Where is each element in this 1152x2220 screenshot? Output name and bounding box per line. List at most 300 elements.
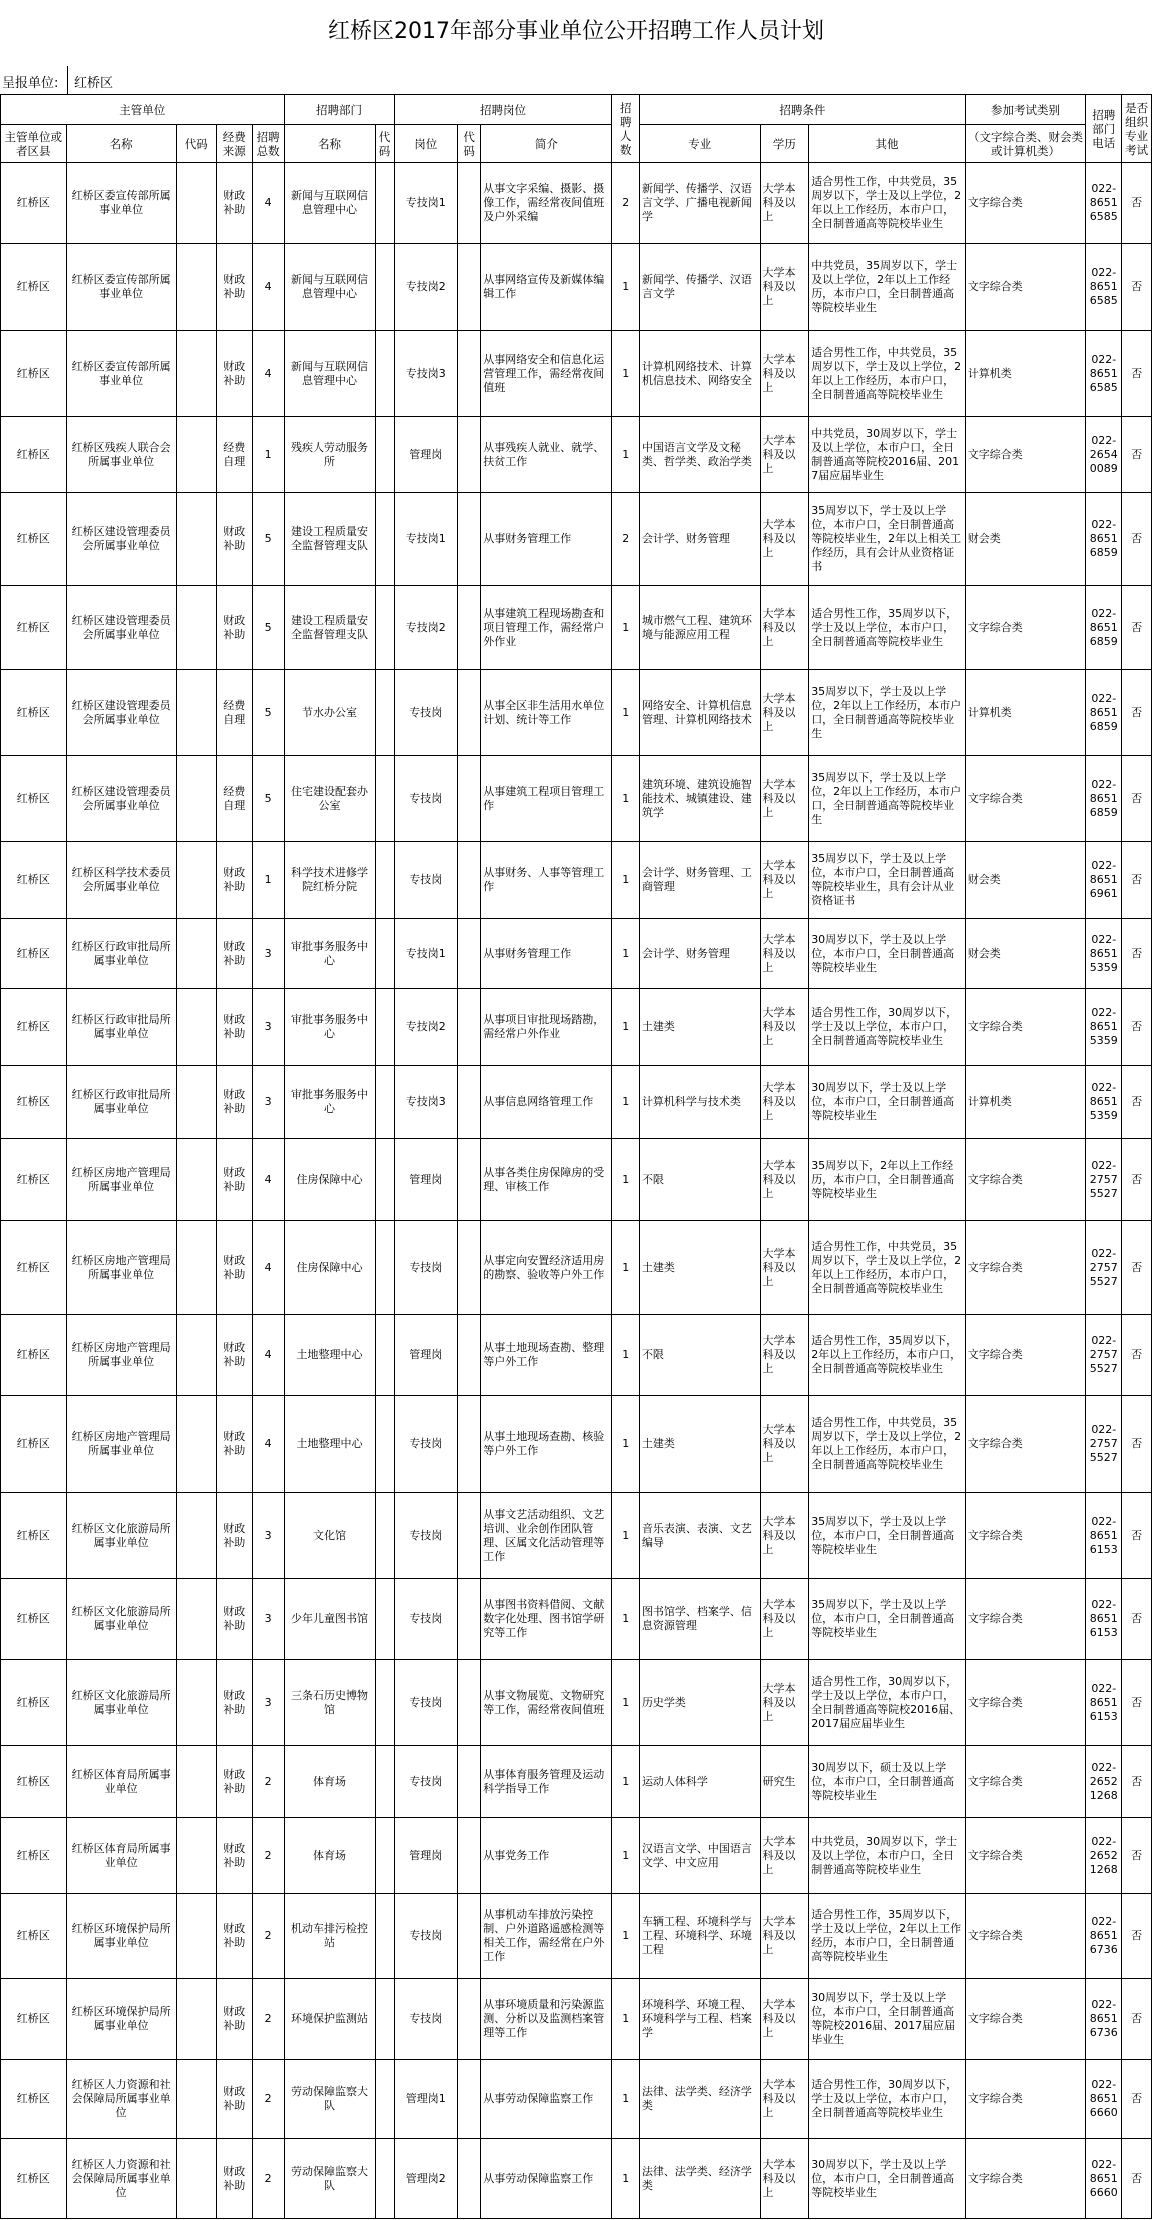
total-count-cell: 4 [252,244,284,331]
phone-cell: 022-86515359 [1086,1066,1122,1139]
unit-name-cell: 红桥区环境保护局所属事业单位 [66,1979,176,2060]
other-req-cell: 适合男性工作，35周岁以下，学士及以上学位，本市户口，全日制普通高等院校毕业生 [809,586,966,670]
post-desc-cell: 从事残疾人就业、就学、扶贫工作 [481,417,612,493]
unit-code-cell [176,331,216,417]
dept-name-cell: 劳动保障监察大队 [284,2060,375,2139]
unit-code-cell [176,989,216,1066]
post-name-cell: 专技岗 [394,1396,457,1493]
total-count-cell: 4 [252,1315,284,1396]
post-desc-cell: 从事财务管理工作 [481,493,612,586]
district-cell: 红桥区 [1,493,67,586]
fund-source-cell: 财政补助 [216,1818,252,1894]
unit-name-cell: 红桥区科学技术委员会所属事业单位 [66,842,176,919]
post-code-cell [458,1818,481,1894]
hire-count-cell: 2 [612,163,640,244]
hire-count-cell: 1 [612,1139,640,1221]
dept-code-cell [375,1221,394,1315]
total-count-cell: 4 [252,163,284,244]
exam-category-cell: 计算机类 [965,331,1086,417]
table-row [1,163,1152,244]
post-code-cell [458,842,481,919]
other-req-cell: 适合男性工作，中共党员，35周岁以下，学士及以上学位，2年以上工作经历，本市户口，全日制普通高等院校毕业生 [809,331,966,417]
dept-name-cell: 新闻与互联网信息管理中心 [284,331,375,417]
table-row [1,1066,1152,1139]
district-cell: 红桥区 [1,2139,67,2219]
education-cell: 大学本科及以上 [760,919,809,989]
major-cell: 土建类 [639,989,760,1066]
unit-name-cell: 红桥区委宣传部所属事业单位 [66,244,176,331]
unit-name-cell: 红桥区人力资源和社会保障局所属事业单位 [66,2139,176,2219]
post-desc-cell: 从事图书资料借阅、文献数字化处理、图书馆学研究等工作 [481,1579,612,1660]
exam-category-cell: 文字综合类 [965,1493,1086,1579]
fund-source-cell: 财政补助 [216,1746,252,1818]
total-count-cell: 5 [252,493,284,586]
education-cell: 大学本科及以上 [760,493,809,586]
fund-source-cell: 财政补助 [216,1066,252,1139]
dept-code-cell [375,2060,394,2139]
dept-code-cell [375,842,394,919]
fund-source-cell: 财政补助 [216,1660,252,1746]
other-req-cell: 30周岁以下，硕士及以上学位，本市户口，全日制普通高等院校毕业生 [809,1746,966,1818]
reporting-unit-bar [0,66,1152,94]
dept-code-cell [375,1818,394,1894]
org-exam-cell: 否 [1122,919,1152,989]
header-org-exam: 是否组织专业考试 [1122,95,1152,163]
divider [67,66,68,94]
hire-count-cell: 1 [612,919,640,989]
header-total: 招聘总数 [252,125,284,163]
post-name-cell: 专技岗 [394,842,457,919]
dept-name-cell: 审批事务服务中心 [284,919,375,989]
fund-source-cell: 财政补助 [216,1396,252,1493]
dept-code-cell [375,417,394,493]
exam-category-cell: 文字综合类 [965,163,1086,244]
unit-code-cell [176,1139,216,1221]
unit-code-cell [176,417,216,493]
other-req-cell: 适合男性工作，30周岁以下，学士及以上学位，本市户口，全日制普通高等院校毕业生 [809,989,966,1066]
unit-name-cell: 红桥区房地产管理局所属事业单位 [66,1221,176,1315]
dept-code-cell [375,331,394,417]
dept-name-cell: 土地整理中心 [284,1315,375,1396]
header-post-code: 代码 [458,125,481,163]
unit-code-cell [176,2060,216,2139]
table-row [1,331,1152,417]
major-cell: 会计学、财务管理、工商管理 [639,842,760,919]
phone-cell: 022-27575527 [1086,1396,1122,1493]
district-cell: 红桥区 [1,1818,67,1894]
post-name-cell: 管理岗 [394,1315,457,1396]
table-row [1,1139,1152,1221]
post-desc-cell: 从事定向安置经济适用房的勘察、验收等户外工作 [481,1221,612,1315]
total-count-cell: 4 [252,331,284,417]
header-name: 名称 [66,125,176,163]
dept-code-cell [375,586,394,670]
education-cell: 大学本科及以上 [760,1579,809,1660]
exam-category-cell: 文字综合类 [965,1818,1086,1894]
fund-source-cell: 财政补助 [216,586,252,670]
district-cell: 红桥区 [1,1894,67,1979]
org-exam-cell: 否 [1122,417,1152,493]
fund-source-cell: 经费自理 [216,670,252,756]
other-req-cell: 35周岁以下，学士及以上学位，本市户口，全日制普通高等院校毕业生，具有会计从业资格证书 [809,842,966,919]
post-name-cell: 管理岗1 [394,2060,457,2139]
table-row [1,1746,1152,1818]
other-req-cell: 适合男性工作，30周岁以下，学士及以上学位，本市户口，全日制普通高等院校毕业生 [809,2060,966,2139]
header-dept-name: 名称 [284,125,375,163]
hire-count-cell: 1 [612,417,640,493]
unit-code-cell [176,1221,216,1315]
unit-name-cell: 红桥区房地产管理局所属事业单位 [66,1396,176,1493]
hire-count-cell: 1 [612,1221,640,1315]
phone-cell: 022-26521268 [1086,1818,1122,1894]
post-desc-cell: 从事机动车排放污染控制、户外道路遥感检测等相关工作，需经常在户外工作 [481,1894,612,1979]
fund-source-cell: 财政补助 [216,1979,252,2060]
total-count-cell: 3 [252,989,284,1066]
org-exam-cell: 否 [1122,331,1152,417]
dept-name-cell: 节水办公室 [284,670,375,756]
hire-count-cell: 1 [612,989,640,1066]
hire-count-cell: 1 [612,1746,640,1818]
education-cell: 大学本科及以上 [760,842,809,919]
table-body [1,163,1152,2219]
post-code-cell [458,1066,481,1139]
table-row [1,493,1152,586]
education-cell: 大学本科及以上 [760,670,809,756]
phone-cell: 022-86516736 [1086,1894,1122,1979]
education-cell: 大学本科及以上 [760,1221,809,1315]
phone-cell: 022-86516736 [1086,1979,1122,2060]
unit-code-cell [176,493,216,586]
post-name-cell: 管理岗 [394,1818,457,1894]
phone-cell: 022-27575527 [1086,1315,1122,1396]
education-cell: 大学本科及以上 [760,1315,809,1396]
exam-category-cell: 文字综合类 [965,1579,1086,1660]
other-req-cell: 35周岁以下，学士及以上学位，2年以上工作经历，本市户口，全日制普通高等院校毕业生 [809,670,966,756]
education-cell: 大学本科及以上 [760,756,809,842]
total-count-cell: 2 [252,1979,284,2060]
table-row [1,1979,1152,2060]
other-req-cell: 中共党员，35周岁以下，学士及以上学位，2年以上工作经历，本市户口，全日制普通高等院校毕业生 [809,244,966,331]
major-cell: 汉语言文学、中国语言文学、中文应用 [639,1818,760,1894]
education-cell: 大学本科及以上 [760,2139,809,2219]
major-cell: 环境科学、环境工程、环境科学与工程、档案学 [639,1979,760,2060]
post-code-cell [458,163,481,244]
other-req-cell: 适合男性工作，30周岁以下，学士及以上学位，本市户口，全日制普通高等院校2016届、2017届应届毕业生 [809,1660,966,1746]
total-count-cell: 5 [252,756,284,842]
table-row [1,586,1152,670]
other-req-cell: 35周岁以下，学士及以上学位，本市户口，全日制普通高等院校毕业生 [809,1579,966,1660]
post-code-cell [458,586,481,670]
post-desc-cell: 从事各类住房保障房的受理、审核工作 [481,1139,612,1221]
unit-name-cell: 红桥区委宣传部所属事业单位 [66,331,176,417]
total-count-cell: 3 [252,1493,284,1579]
other-req-cell: 适合男性工作，中共党员，35周岁以下，学士及以上学位，2年以上工作经历，本市户口，全日制普通高等院校毕业生 [809,1221,966,1315]
table-row [1,756,1152,842]
dept-code-cell [375,670,394,756]
unit-name-cell: 红桥区文化旅游局所属事业单位 [66,1660,176,1746]
major-cell: 建筑环境、建筑设施智能技术、城镇建设、建筑学 [639,756,760,842]
hire-count-cell: 1 [612,2139,640,2219]
header-exam: 参加考试类别 [965,95,1086,125]
dept-name-cell: 体育场 [284,1746,375,1818]
major-cell: 计算机网络技术、计算机信息技术、网络安全 [639,331,760,417]
education-cell: 大学本科及以上 [760,586,809,670]
hire-count-cell: 1 [612,1396,640,1493]
post-name-cell: 管理岗 [394,417,457,493]
org-exam-cell: 否 [1122,842,1152,919]
post-desc-cell: 从事环境质量和污染源监测、分析以及监测档案管理等工作 [481,1979,612,2060]
post-name-cell: 专技岗 [394,1579,457,1660]
post-desc-cell: 从事党务工作 [481,1818,612,1894]
org-exam-cell: 否 [1122,493,1152,586]
exam-category-cell: 计算机类 [965,1066,1086,1139]
education-cell: 大学本科及以上 [760,1818,809,1894]
org-exam-cell: 否 [1122,670,1152,756]
unit-name-cell: 红桥区人力资源和社会保障局所属事业单位 [66,2060,176,2139]
unit-code-cell [176,2139,216,2219]
dept-name-cell: 少年儿童图书馆 [284,1579,375,1660]
dept-name-cell: 住房保障中心 [284,1221,375,1315]
exam-category-cell: 文字综合类 [965,756,1086,842]
table-row [1,417,1152,493]
district-cell: 红桥区 [1,1493,67,1579]
other-req-cell: 35周岁以下，学士及以上学位，本市户口，全日制普通高等院校毕业生，2年以上相关工作经历，具有会计从业资格证书 [809,493,966,586]
total-count-cell: 3 [252,1579,284,1660]
major-cell: 土建类 [639,1221,760,1315]
dept-name-cell: 新闻与互联网信息管理中心 [284,163,375,244]
unit-name-cell: 红桥区文化旅游局所属事业单位 [66,1493,176,1579]
header-edu: 学历 [760,125,809,163]
org-exam-cell: 否 [1122,586,1152,670]
fund-source-cell: 经费自理 [216,756,252,842]
fund-source-cell: 经费自理 [216,417,252,493]
education-cell: 大学本科及以上 [760,331,809,417]
other-req-cell: 30周岁以下，学士及以上学位，本市户口，全日制普通高等院校2016届、2017届应届毕业生 [809,1979,966,2060]
phone-cell: 022-86516859 [1086,586,1122,670]
post-name-cell: 专技岗1 [394,493,457,586]
table-row [1,919,1152,989]
fund-source-cell: 财政补助 [216,163,252,244]
post-code-cell [458,1396,481,1493]
org-exam-cell: 否 [1122,989,1152,1066]
unit-name-cell: 红桥区建设管理委员会所属事业单位 [66,586,176,670]
recruitment-table [0,94,1152,2219]
phone-cell: 022-86515359 [1086,989,1122,1066]
education-cell: 大学本科及以上 [760,1139,809,1221]
major-cell: 网络安全、计算机信息管理、计算机网络技术 [639,670,760,756]
post-code-cell [458,756,481,842]
post-name-cell: 专技岗 [394,1894,457,1979]
phone-cell: 022-86516153 [1086,1660,1122,1746]
hire-count-cell: 1 [612,1894,640,1979]
unit-name-cell: 红桥区体育局所属事业单位 [66,1818,176,1894]
unit-name-cell: 红桥区行政审批局所属事业单位 [66,1066,176,1139]
total-count-cell: 5 [252,586,284,670]
major-cell: 法律、法学类、经济学类 [639,2139,760,2219]
post-name-cell: 专技岗2 [394,586,457,670]
unit-code-cell [176,1746,216,1818]
total-count-cell: 1 [252,417,284,493]
post-desc-cell: 从事项目审批现场踏勘，需经常户外作业 [481,989,612,1066]
total-count-cell: 4 [252,1396,284,1493]
post-name-cell: 专技岗2 [394,989,457,1066]
hire-count-cell: 1 [612,1660,640,1746]
unit-code-cell [176,1066,216,1139]
unit-code-cell [176,1579,216,1660]
unit-code-cell [176,919,216,989]
post-desc-cell: 从事财务、人事等管理工作 [481,842,612,919]
fund-source-cell: 财政补助 [216,1493,252,1579]
post-desc-cell: 从事建筑工程现场勘查和项目管理工作，需经常户外作业 [481,586,612,670]
org-exam-cell: 否 [1122,1894,1152,1979]
district-cell: 红桥区 [1,1746,67,1818]
post-name-cell: 专技岗 [394,1746,457,1818]
dept-name-cell: 住宅建设配套办公室 [284,756,375,842]
hire-count-cell: 1 [612,1579,640,1660]
fund-source-cell: 财政补助 [216,1579,252,1660]
post-desc-cell: 从事土地现场查勘、整理等户外工作 [481,1315,612,1396]
org-exam-cell: 否 [1122,756,1152,842]
major-cell: 车辆工程、环境科学与工程、环境科学、环境工程 [639,1894,760,1979]
district-cell: 红桥区 [1,2060,67,2139]
phone-cell: 022-86515359 [1086,919,1122,989]
header-other: 其他 [809,125,966,163]
education-cell: 大学本科及以上 [760,417,809,493]
major-cell: 新闻学、传播学、汉语言文学 [639,244,760,331]
unit-code-cell [176,163,216,244]
post-desc-cell: 从事财务管理工作 [481,919,612,989]
dept-code-cell [375,1746,394,1818]
total-count-cell: 1 [252,842,284,919]
exam-category-cell: 文字综合类 [965,1660,1086,1746]
hire-count-cell: 1 [612,1493,640,1579]
unit-name-cell: 红桥区房地产管理局所属事业单位 [66,1315,176,1396]
org-exam-cell: 否 [1122,163,1152,244]
hire-count-cell: 1 [612,2060,640,2139]
header-exam-note: （文字综合类、财会类或计算机类） [965,125,1086,163]
dept-code-cell [375,1315,394,1396]
post-desc-cell: 从事文字采编、摄影、摄像工作，需经常夜间值班及户外采编 [481,163,612,244]
education-cell: 大学本科及以上 [760,163,809,244]
dept-name-cell: 住房保障中心 [284,1139,375,1221]
other-req-cell: 30周岁以下，学士及以上学位，本市户口，全日制普通高等院校毕业生 [809,1066,966,1139]
phone-cell: 022-86516153 [1086,1579,1122,1660]
dept-code-cell [375,1139,394,1221]
major-cell: 土建类 [639,1396,760,1493]
education-cell: 大学本科及以上 [760,244,809,331]
header-row-1 [1,95,1152,125]
major-cell: 法律、法学类、经济学类 [639,2060,760,2139]
fund-source-cell: 财政补助 [216,2139,252,2219]
post-desc-cell: 从事文艺活动组织、文艺培训、业余创作团队管理、区属文化活动管理等工作 [481,1493,612,1579]
education-cell: 大学本科及以上 [760,1660,809,1746]
hire-count-cell: 1 [612,1818,640,1894]
unit-code-cell [176,1979,216,2060]
district-cell: 红桥区 [1,842,67,919]
hire-count-cell: 1 [612,842,640,919]
post-name-cell: 专技岗 [394,1660,457,1746]
dept-name-cell: 审批事务服务中心 [284,989,375,1066]
exam-category-cell: 文字综合类 [965,1396,1086,1493]
dept-name-cell: 环境保护监测站 [284,1979,375,2060]
education-cell: 大学本科及以上 [760,1396,809,1493]
major-cell: 不限 [639,1139,760,1221]
header-phone: 招聘部门电话 [1086,95,1122,163]
district-cell: 红桥区 [1,1066,67,1139]
district-cell: 红桥区 [1,1579,67,1660]
table-row [1,1894,1152,1979]
fund-source-cell: 财政补助 [216,919,252,989]
unit-code-cell [176,1660,216,1746]
dept-code-cell [375,1066,394,1139]
district-cell: 红桥区 [1,1315,67,1396]
dept-name-cell: 建设工程质量安全监督管理支队 [284,586,375,670]
dept-name-cell: 劳动保障监察大队 [284,2139,375,2219]
reporting-unit-label: 呈报单位: [2,76,59,91]
education-cell: 大学本科及以上 [760,1894,809,1979]
phone-cell: 022-86516859 [1086,756,1122,842]
header-dept-code: 代码 [375,125,394,163]
district-cell: 红桥区 [1,586,67,670]
fund-source-cell: 财政补助 [216,1894,252,1979]
phone-cell: 022-86516859 [1086,670,1122,756]
hire-count-cell: 1 [612,1979,640,2060]
org-exam-cell: 否 [1122,2139,1152,2219]
exam-category-cell: 财会类 [965,842,1086,919]
education-cell: 大学本科及以上 [760,2060,809,2139]
district-cell: 红桥区 [1,1979,67,2060]
table-row [1,1315,1152,1396]
fund-source-cell: 财政补助 [216,842,252,919]
table-row [1,1396,1152,1493]
unit-name-cell: 红桥区环境保护局所属事业单位 [66,1894,176,1979]
district-cell: 红桥区 [1,331,67,417]
hire-count-cell: 1 [612,244,640,331]
other-req-cell: 中共党员，30周岁以下，学士及以上学位，本市户口，全日制普通高等院校2016届、2017届应届毕业生 [809,417,966,493]
district-cell: 红桥区 [1,670,67,756]
table-row [1,1579,1152,1660]
reporting-unit-value: 红桥区 [74,76,114,91]
header-conditions: 招聘条件 [639,95,965,125]
total-count-cell: 3 [252,1660,284,1746]
post-name-cell: 专技岗3 [394,331,457,417]
other-req-cell: 30周岁以下，学士及以上学位，本市户口，全日制普通高等院校毕业生 [809,919,966,989]
dept-code-cell [375,989,394,1066]
page-title: 红桥区2017年部分事业单位公开招聘工作人员计划 [328,19,824,44]
post-desc-cell: 从事劳动保障监察工作 [481,2060,612,2139]
unit-name-cell: 红桥区行政审批局所属事业单位 [66,989,176,1066]
phone-cell: 022-86516961 [1086,842,1122,919]
exam-category-cell: 文字综合类 [965,244,1086,331]
exam-category-cell: 文字综合类 [965,586,1086,670]
unit-code-cell [176,1493,216,1579]
exam-category-cell: 计算机类 [965,670,1086,756]
unit-name-cell: 红桥区建设管理委员会所属事业单位 [66,493,176,586]
post-desc-cell: 从事信息网络管理工作 [481,1066,612,1139]
unit-name-cell: 红桥区行政审批局所属事业单位 [66,919,176,989]
unit-code-cell [176,1894,216,1979]
other-req-cell: 适合男性工作，35周岁以下，学士及以上学位，2年以上工作经历，本市户口，全日制普通高等院校毕业生 [809,1894,966,1979]
dept-name-cell: 残疾人劳动服务所 [284,417,375,493]
post-name-cell: 管理岗2 [394,2139,457,2219]
dept-name-cell: 建设工程质量安全监督管理支队 [284,493,375,586]
org-exam-cell: 否 [1122,1818,1152,1894]
org-exam-cell: 否 [1122,1139,1152,1221]
dept-code-cell [375,1660,394,1746]
phone-cell: 022-86516153 [1086,1493,1122,1579]
hire-count-cell: 1 [612,1315,640,1396]
dept-code-cell [375,1579,394,1660]
